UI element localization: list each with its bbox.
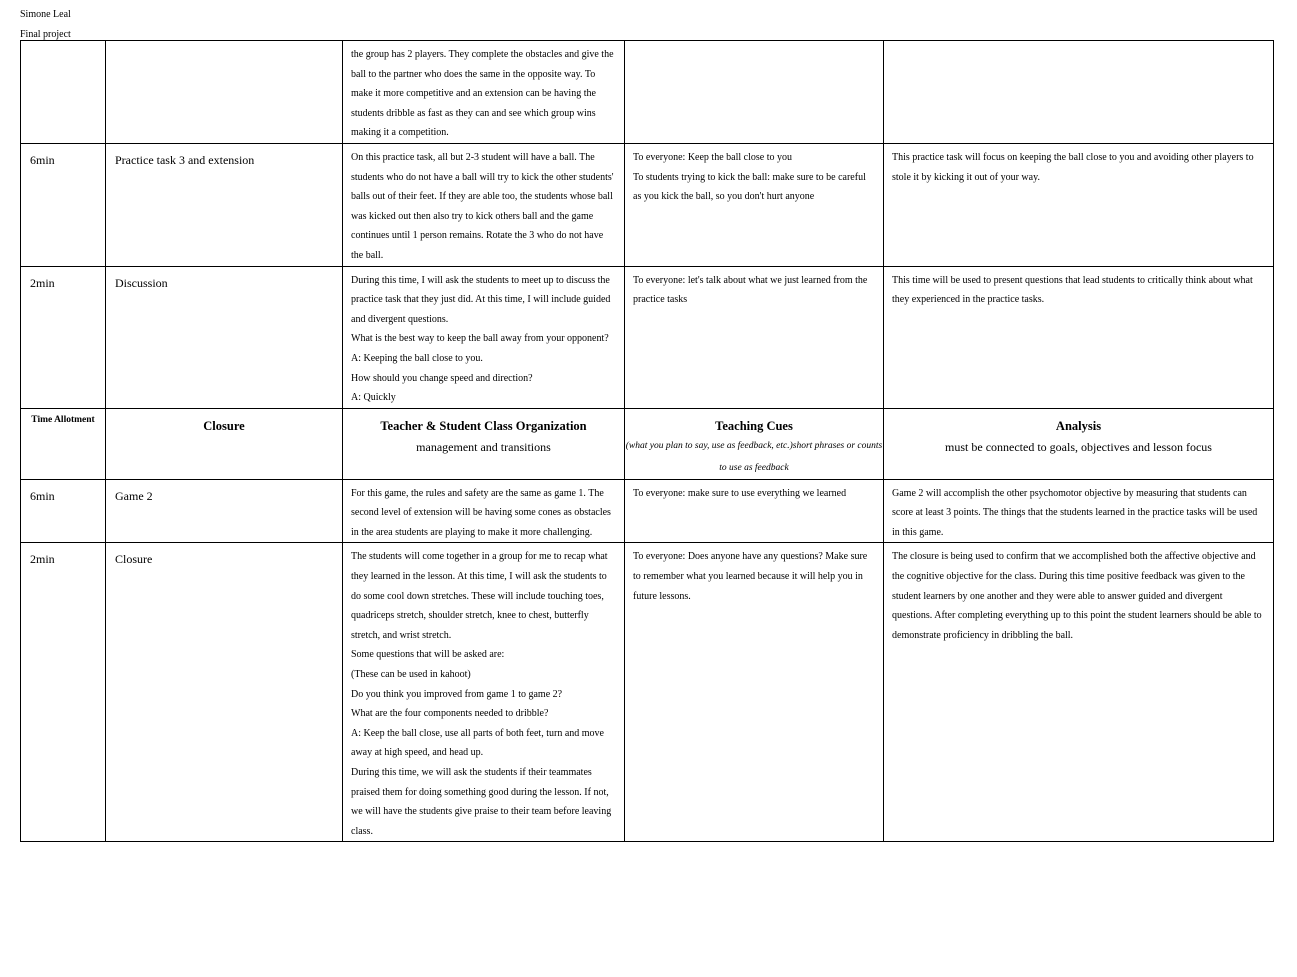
teaching-cue-text: To everyone: make sure to use everything we learned bbox=[633, 487, 847, 499]
organization-text: For this game, the rules and safety are the same as game 1. The second level of extension will be having some cones as obstacles in the area students are playing to make it more challenging. bbox=[351, 487, 611, 538]
organization-cell bbox=[343, 480, 624, 543]
organization-text: A: Quickly bbox=[351, 392, 396, 404]
analysis-text: This time will be used to present questions that lead students to critically think about what they experienced in the practice tasks. bbox=[892, 274, 1253, 306]
analysis-text: The closure is being used to confirm that we accomplished both the affective objective and the cognitive objective for the class. During this time positive feedback was given to the student learners by one another and they were able to answer guided and divergent questions. After completing everything up to this point the student learners should be able to demonstrate proficiency in dribbling the ball. bbox=[892, 551, 1262, 641]
organization-text: A: Keep the ball close, use all parts of both feet, turn and move away at high speed, and head up. bbox=[351, 727, 604, 759]
teaching-cue-text: To everyone: Does anyone have any questions? Make sure to remember what you learned because it will help you in future lessons. bbox=[633, 551, 868, 602]
header-teaching-cues: Teaching Cues bbox=[715, 418, 793, 433]
analysis-text: Game 2 will accomplish the other psychomotor objective by measuring that students can score at least 3 points. The things that the students learned in the practice tasks will be used in this game. bbox=[892, 487, 1258, 538]
activity-cell: Game 2 bbox=[115, 488, 153, 503]
document-title: Final project bbox=[20, 29, 71, 40]
header-organization-sub: management and transitions bbox=[416, 439, 551, 454]
lesson-plan-table bbox=[20, 40, 1274, 842]
table-row bbox=[21, 41, 1274, 144]
lesson-plan-body-top bbox=[21, 41, 1274, 409]
organization-text: (These can be used in kahoot) bbox=[351, 669, 471, 681]
cues-cell bbox=[625, 41, 883, 45]
author-name: Simone Leal bbox=[20, 9, 71, 20]
organization-cell bbox=[343, 543, 624, 841]
time-allotment-cell: 2min bbox=[30, 275, 55, 290]
activity-cell: Practice task 3 and extension bbox=[115, 152, 255, 167]
analysis-cell bbox=[884, 267, 1273, 310]
table-row bbox=[21, 266, 1274, 408]
table-row bbox=[21, 543, 1274, 842]
organization-text: What is the best way to keep the ball away from your opponent? bbox=[351, 333, 609, 345]
header-teaching-cues-sub: (what you plan to say, use as feedback, etc.)short phrases or counts to use as feedback bbox=[625, 440, 883, 473]
time-allotment-cell: 2min bbox=[30, 552, 55, 567]
activity-cell: Discussion bbox=[115, 275, 168, 290]
time-allotment-cell: 6min bbox=[30, 152, 55, 167]
organization-cell bbox=[343, 144, 624, 266]
cues-cell bbox=[625, 144, 883, 207]
organization-text: the group has 2 players. They complete the obstacles and give the ball to the partner who does the same in the opposite way. To make it more competitive and an extension can be having the students dribble as fast as they can and see which group wins making it a competition. bbox=[351, 49, 614, 139]
cues-cell bbox=[625, 267, 883, 310]
organization-text: How should you change speed and direction? bbox=[351, 372, 533, 384]
header-organization: Teacher & Student Class Organization bbox=[380, 418, 587, 433]
header-activity: Closure bbox=[203, 418, 245, 433]
header-analysis-sub: must be connected to goals, objectives and lesson focus bbox=[945, 439, 1212, 454]
activity-cell: Closure bbox=[115, 552, 153, 567]
table-row bbox=[21, 479, 1274, 543]
lesson-plan-body-bottom bbox=[21, 479, 1274, 842]
header-time-allotment: Time Allotment bbox=[31, 414, 95, 425]
cues-cell bbox=[625, 543, 883, 606]
organization-text: The students will come together in a group for me to recap what they learned in the lesson. At this time, I will ask the students to do some cool down stretches. These will include touching toes, quadriceps stretch, shoulder stretch, knee to chest, butterfly stretch, and wrist stretch. bbox=[351, 551, 608, 641]
organization-text: During this time, I will ask the students to meet up to discuss the practice task that they just did. At this time, I will include guided and divergent questions. bbox=[351, 274, 611, 325]
analysis-cell bbox=[884, 144, 1273, 187]
organization-cell bbox=[343, 41, 624, 143]
analysis-cell bbox=[884, 41, 1273, 45]
teaching-cue-text: To everyone: Keep the ball close to you bbox=[633, 151, 792, 163]
table-row bbox=[21, 143, 1274, 266]
analysis-cell bbox=[884, 543, 1273, 645]
teaching-cue-text: To everyone: let's talk about what we just learned from the practice tasks bbox=[633, 274, 868, 306]
header-analysis: Analysis bbox=[1055, 418, 1102, 433]
organization-text: A: Keeping the ball close to you. bbox=[351, 352, 483, 364]
teaching-cue-text: To students trying to kick the ball: make sure to be careful as you kick the ball, so you don't hurt anyone bbox=[633, 171, 866, 203]
organization-text: During this time, we will ask the students if their teammates praised them for doing something good during the lesson. If not, we will have the students give praise to their team before leaving class. bbox=[351, 767, 612, 837]
organization-text: On this practice task, all but 2-3 student will have a ball. The students who do not have a ball will try to kick the other students' balls out of their feet. If they are able too, the students whose ball was kicked out then also try to kick others ball and the game continues until 1 person remains. Rotate the 3 who do not have the ball. bbox=[351, 151, 614, 261]
time-allotment-cell: 6min bbox=[30, 488, 55, 503]
organization-cell bbox=[343, 267, 624, 408]
analysis-text: This practice task will focus on keeping the ball close to you and avoiding other players to stole it by kicking it out of your way. bbox=[892, 151, 1254, 183]
organization-text: Do you think you improved from game 1 to game 2? bbox=[351, 688, 563, 700]
organization-text: Some questions that will be asked are: bbox=[351, 649, 505, 661]
organization-text: What are the four components needed to dribble? bbox=[351, 708, 549, 720]
activity-cell bbox=[106, 41, 342, 49]
cues-cell bbox=[625, 480, 883, 504]
analysis-cell bbox=[884, 480, 1273, 543]
time-allotment-cell bbox=[21, 41, 105, 49]
section-header-row bbox=[21, 408, 1274, 479]
